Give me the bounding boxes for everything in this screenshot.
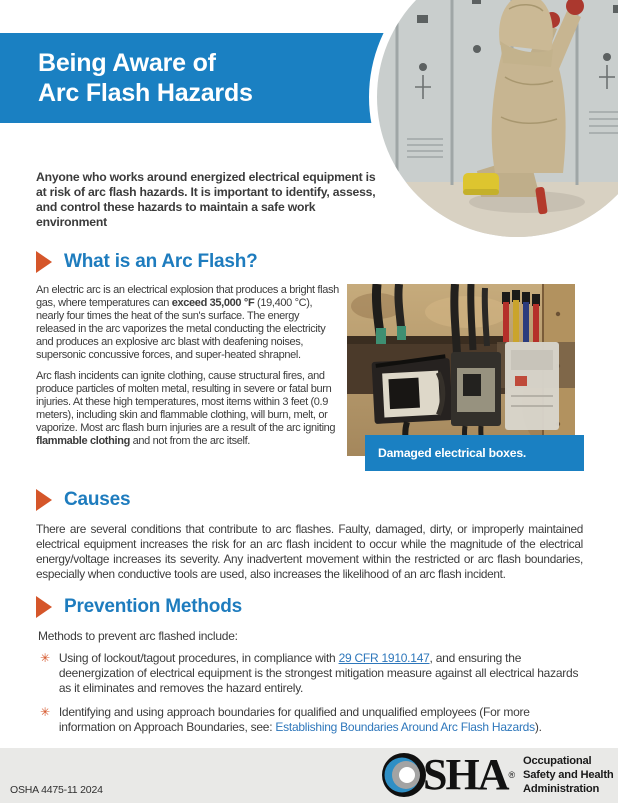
prevention-lead: Methods to prevent arc flashed include: [38,629,238,644]
what-paragraph-2-rest: and not from the arc itself. [129,435,251,448]
what-paragraph-2-bold: flammable clothing [36,435,130,448]
what-section-text [36,284,339,474]
page-title [0,33,402,108]
bullet-2-text [59,705,584,735]
page-title-line2: Arc Flash Hazards [38,79,253,107]
arrow-right-icon [36,251,52,273]
bullet-1-text [59,651,584,696]
arrow-right-icon [36,489,52,511]
what-paragraph-1 [36,284,339,362]
asterisk-bullet-icon: ✳ [40,705,50,720]
damaged-boxes-photo [347,284,575,456]
osha-logo-o-icon [381,752,427,798]
arrow-right-icon [36,596,52,618]
section-heading-causes-label: Causes [64,489,131,511]
section-heading-what-label: What is an Arc Flash? [64,251,258,273]
bullet-2-pre: Identifying and using approach boundaries for qualified and unqualified employees (For more information on Approach Boundaries, see: [58,705,530,735]
what-paragraph-1-rest: (19,400 °C), nearly four times the heat of the sun's surface. The energy released in the arc vaporizes the metal conducting the electricity and produces an explosive arc blast with deafening noises, supersonic concussive forces, and super-heated shrapnel. [36,297,326,362]
section-heading-causes [36,488,584,512]
page-title-line1: Being Aware of [38,49,216,77]
asterisk-bullet-icon: ✳ [40,651,50,666]
footer-band [0,748,618,803]
what-paragraph-1-text: An electric arc is an electrical explosion that produces a bright flash gas, where temperatures can [36,284,339,310]
what-paragraph-1-bold: exceed 35,000 °F [171,297,255,310]
registered-mark: ® [508,770,516,780]
photo-caption-band [365,435,584,471]
org-line-3: Administration [523,782,600,795]
what-paragraph-2 [36,370,339,448]
causes-paragraph: There are several conditions that contribute to arc flashes. Faulty, damaged, dirty, or improperly maintained electrical equipment increases the risk for an arc flash incident to occur while the magnitude of the electrical energy/voltage increases its severity. Any inadvertent movement within the restricted or arc flash boundaries, especially when conductive tools are used, also increases the likelihood of an arc flash incident. [36,522,583,581]
osha-logo-letters: SHA [423,750,508,799]
list-item [40,651,584,696]
bullet-2-post: ). [534,720,542,735]
org-line-2: Safety and Health [523,768,614,781]
photo-caption-text: Damaged electrical boxes. [378,446,527,461]
damaged-boxes-figure [347,284,584,474]
link-29-cfr-1910-147[interactable]: 29 CFR 1910.147 [338,651,430,666]
header-band [0,33,402,123]
what-section-columns [36,284,584,474]
prevention-bullet-list [36,651,584,735]
section-heading-prevention-label: Prevention Methods [64,596,242,618]
bullet-1-post: , and ensuring the deenergization of electrical equipment is the strongest mitigation measure against all electrical hazards as it eliminates and removes the hazard entirely. [58,651,579,696]
content-area [36,158,584,735]
section-heading-what [36,250,584,274]
org-line-1: Occupational [523,755,592,767]
link-establishing-boundaries[interactable]: Establishing Boundaries Around Arc Flash Hazards [275,720,535,735]
bullet-1-pre: Using of lockout/tagout procedures, in compliance with [58,651,339,666]
damaged-boxes-illustration [347,284,575,456]
document-number: OSHA 4475-11 2024 [10,784,103,796]
osha-org-name [523,755,613,796]
what-paragraph-2-text: Arc flash incidents can ignite clothing, cause structural fires, and produce particles of molten metal, resulting in severe or fatal burn injuries. At these high temperatures, most items within 3 feet (0.9 meters), including skin and flammable clothing, will burn, melt, or vaporize. Most arc flash burn injuries are a result of the arc igniting [36,370,336,435]
intro-paragraph: Anyone who works around energized electrical equipment is at risk of arc flash hazards. It is important to identify, assess, and control these hazards to maintain a safe work environment [36,170,376,230]
osha-logo [381,752,515,798]
section-heading-prevention [36,595,584,619]
list-item [40,705,584,735]
